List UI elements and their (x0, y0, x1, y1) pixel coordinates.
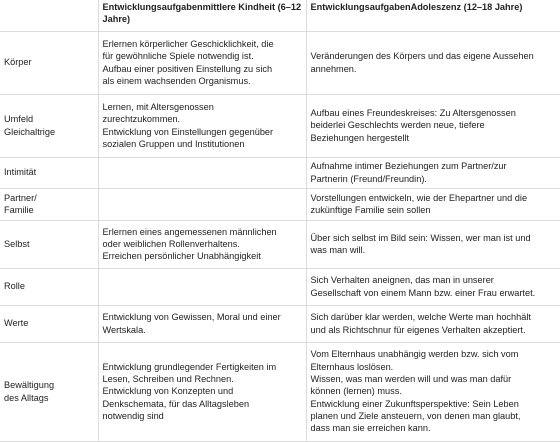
header-row (0, 0, 560, 31)
cell-text-line: zukünftige Familie sein sollen (310, 205, 431, 215)
cell-text-line: Aufbau einer positiven Einstellung zu sich (102, 63, 273, 74)
cell-text-line: annehmen. (310, 63, 357, 74)
row-label (0, 94, 98, 157)
header-kindheit (98, 0, 306, 31)
cell-adoleszenz (306, 342, 560, 441)
cell-text-line: Bewältigung (4, 380, 55, 391)
cell-text-line: Vorstellungen entwickeln, wie der Ehepartner und die (310, 192, 528, 203)
cell-text-line: Intimität (4, 167, 37, 178)
cell-text-line: dass man sie erreichen kann. (310, 423, 431, 434)
cell-text-line: Über sich selbst im Bild sein: Wissen, wer man ist und (310, 232, 531, 243)
cell-text-line: Veränderungen des Körpers und das eigene Aussehen (310, 51, 534, 62)
cell-text-line: Gesellschaft von einem Mann bzw. einer Frau erwartet. (310, 287, 536, 298)
cell-text-line: Rolle (4, 281, 25, 292)
table-row-rolle (0, 268, 560, 305)
cell-adoleszenz (306, 31, 560, 94)
cell-text-line: planen und Ziele ansteuern, von denen man glaubt, (310, 410, 521, 421)
cell-text-line: für gewöhnliche Spiele notwendig ist. (102, 51, 254, 62)
cell-text-line: Entwicklung von Gewissen, Moral und einer (102, 312, 281, 323)
cell-text-line: beiderlei Geschlechts werden neue, tiefere (310, 120, 485, 131)
cell-text-line: Entwicklung von Konzepten und (102, 386, 234, 397)
cell-kindheit (98, 268, 306, 305)
cell-text-line: Gleichaltrige (4, 126, 56, 137)
cell-adoleszenz (306, 268, 560, 305)
cell-kindheit (98, 342, 306, 441)
cell-adoleszenz (306, 305, 560, 342)
cell-text-line: notwendig sind (102, 410, 164, 421)
table-row-werte (0, 305, 560, 342)
row-label (0, 268, 98, 305)
cell-text-line: Werte (4, 318, 29, 329)
cell-text-line: Sich darüber klar werden, welche Werte man hochhält (310, 312, 531, 323)
cell-text-line: Sich Verhalten aneignen, das man in unserer (310, 275, 494, 286)
header-adoleszenz (306, 0, 560, 31)
cell-text-line: Familie (4, 205, 34, 215)
row-label (0, 220, 98, 268)
cell-text-line: Entwicklung grundlegender Fertigkeiten im (102, 361, 277, 372)
cell-text-line: und als Richtschnur für eigenes Verhalten akzeptiert. (310, 324, 526, 335)
cell-text-line: mittlere Kindheit (6–12 Jahre) (102, 2, 302, 25)
row-label (0, 342, 98, 441)
cell-text-line: Denkschemata, für das Alltagsleben (102, 398, 250, 409)
cell-kindheit (98, 220, 306, 268)
cell-adoleszenz (306, 188, 560, 220)
row-label (0, 31, 98, 94)
cell-text-line: sozialen Gruppen und Institutionen (102, 138, 245, 149)
cell-kindheit (98, 305, 306, 342)
cell-text-line: Wissen, was man werden will und was man dafür (310, 374, 512, 385)
header-label-cell (0, 0, 98, 31)
cell-kindheit (98, 94, 306, 157)
cell-kindheit (98, 157, 306, 188)
table-row-selbst (0, 220, 560, 268)
row-label (0, 157, 98, 188)
cell-text-line: Entwicklung von Einstellungen gegenüber (102, 126, 274, 137)
cell-text-line: als einem wachsenden Organismus. (102, 75, 251, 86)
cell-text-line: Elternhaus loslösen. (310, 361, 394, 372)
cell-text-line: Erreichen persönlicher Unabhängigkeit (102, 251, 261, 262)
cell-text-line: des Alltags (4, 392, 49, 403)
cell-text-line: Aufbau eines Freundeskreises: Zu Altersgenossen (310, 108, 516, 119)
table-row-alltag (0, 342, 560, 441)
cell-text-line: Aufnahme intimer Beziehungen zum Partner/zur (310, 161, 507, 172)
cell-text-line: Lesen, Schreiben und Rechnen. (102, 374, 234, 385)
cell-text-line: Entwicklungsaufgaben (102, 2, 203, 12)
table-row-koerper (0, 31, 560, 94)
cell-text-line: Umfeld (4, 114, 34, 125)
cell-text-line: Erlernen eines angemessenen männlichen (102, 226, 277, 237)
cell-text-line: was man will. (310, 245, 366, 255)
cell-text-line: Wertskala. (102, 324, 146, 335)
cell-text-line: Lernen, mit Altersgenossen (102, 101, 214, 112)
row-label (0, 305, 98, 342)
cell-adoleszenz (306, 220, 560, 268)
cell-text-line: Partner/ (4, 192, 37, 203)
cell-text-line: Entwicklungsaufgaben (310, 2, 411, 12)
cell-text-line: oder weiblichen Rollenverhaltens. (102, 238, 240, 249)
cell-kindheit (98, 188, 306, 220)
cell-text-line: Erlernen körperlicher Geschicklichkeit, die (102, 38, 274, 49)
cell-text-line: zurechtzukommen. (102, 114, 181, 125)
cell-text-line: Partnerin (Freund/Freundin). (310, 173, 427, 184)
table-row-intimitaet (0, 157, 560, 188)
cell-text-line: Vom Elternhaus unabhängig werden bzw. sich vom (310, 349, 519, 360)
table-row-umfeld (0, 94, 560, 157)
cell-kindheit (98, 31, 306, 94)
cell-text-line: Selbst (4, 238, 30, 249)
cell-text-line: Entwicklung einer Zukunftsperspektive: Sein Leben (310, 398, 519, 409)
table-row-partner (0, 188, 560, 220)
row-label (0, 188, 98, 220)
cell-text-line: können (lernen) muss. (310, 386, 402, 397)
cell-text-line: Körper (4, 57, 32, 68)
cell-text-line: Adoleszenz (12–18 Jahre) (410, 2, 523, 12)
cell-adoleszenz (306, 94, 560, 157)
cell-adoleszenz (306, 157, 560, 188)
cell-text-line: Beziehungen hergestellt (310, 132, 410, 143)
